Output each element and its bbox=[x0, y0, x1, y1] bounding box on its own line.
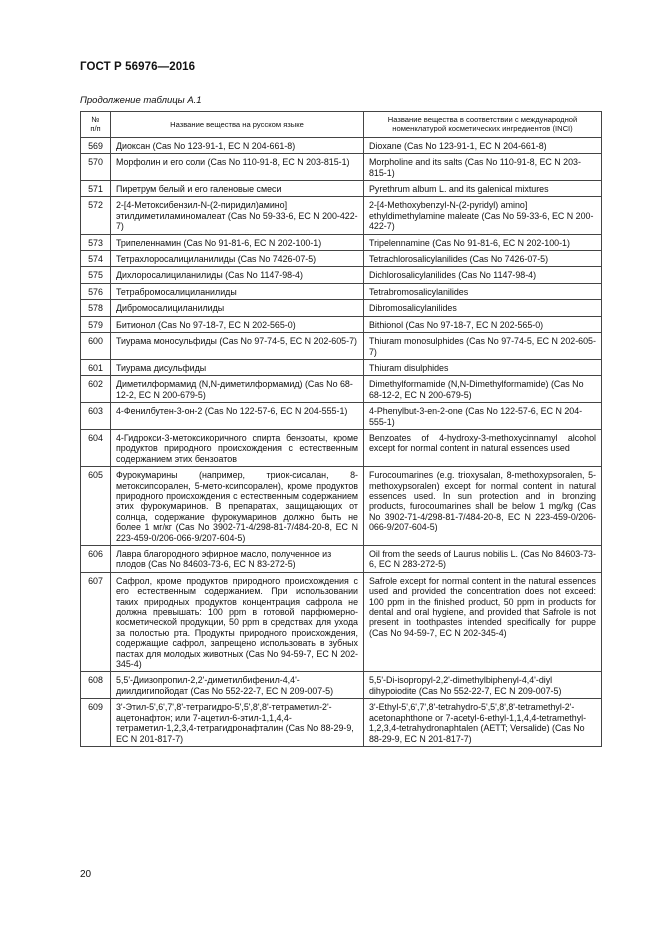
cell-russian-name: Тетрабромосалициланилиды bbox=[111, 283, 364, 299]
cell-russian-name: 4-Гидрокси-3-метоксикоричного спирта бензоаты, кроме продуктов природного происхождения с естественным содержанием этих бензоатов bbox=[111, 429, 364, 466]
cell-russian-name: Лавра благородного эфирное масло, полученное из плодов (Cas No 84603-73-6, EC N 83-272-5) bbox=[111, 546, 364, 573]
column-header-inci-name: Название вещества в соответствии с международной номенклатурой косметических ингредиентов (INCI) bbox=[364, 112, 602, 138]
table-header-row bbox=[81, 112, 602, 138]
cell-russian-name: Тетрахлоросалициланилиды (Cas No 7426-07-5) bbox=[111, 251, 364, 267]
cell-inci-name: Furocoumarines (e.g. trioxysalan, 8-methoxypsoralen, 5-methoxypsoralen) except for normal content in natural essences used. In sun protection and in bronzing products, furocoumarines shall be below 1 mg/kg (Cas No 3902-71-4/298-81-7/484-20-8, EC N 223-459-0/206-066-9/207-604-5) bbox=[364, 467, 602, 546]
table-row bbox=[81, 359, 602, 375]
cell-number: 609 bbox=[81, 699, 111, 747]
table-row bbox=[81, 181, 602, 197]
cell-inci-name: Pyrethrum album L. and its galenical mixtures bbox=[364, 181, 602, 197]
cell-russian-name: Трипеленнамин (Cas No 91-81-6, EC N 202-100-1) bbox=[111, 234, 364, 250]
cell-number: 575 bbox=[81, 267, 111, 283]
cell-number: 578 bbox=[81, 300, 111, 316]
cell-russian-name: Пиретрум белый и его галеновые смеси bbox=[111, 181, 364, 197]
cell-inci-name: Dichlorosalicylanilides (Cas No 1147-98-4) bbox=[364, 267, 602, 283]
cell-inci-name: 5,5'-Di-isopropyl-2,2'-dimethylbiphenyl-4,4'-diyl dihypoiodite (Cas No 552-22-7, EC N 209-007-5) bbox=[364, 672, 602, 699]
cell-inci-name: Benzoates of 4-hydroxy-3-methoxycinnamyl alcohol except for normal content in natural essences used bbox=[364, 429, 602, 466]
cell-inci-name: Dimethylformamide (N,N-Dimethylformamide) (Cas No 68-12-2, EC N 200-679-5) bbox=[364, 376, 602, 403]
column-header-number: № п/п bbox=[81, 112, 111, 138]
table-row bbox=[81, 283, 602, 299]
table-row bbox=[81, 137, 602, 153]
cell-russian-name: Тиурама моносульфиды (Cas No 97-74-5, EC N 202-605-7) bbox=[111, 333, 364, 360]
cell-number: 604 bbox=[81, 429, 111, 466]
cell-russian-name: Дибромосалициланилиды bbox=[111, 300, 364, 316]
cell-number: 579 bbox=[81, 316, 111, 332]
table-row bbox=[81, 234, 602, 250]
table-row bbox=[81, 267, 602, 283]
table-row bbox=[81, 572, 602, 672]
cell-inci-name: Morpholine and its salts (Cas No 110-91-8, EC N 203-815-1) bbox=[364, 154, 602, 181]
document-code: ГОСТ Р 56976—2016 bbox=[80, 61, 196, 73]
cell-inci-name: Dibromosalicylanilides bbox=[364, 300, 602, 316]
cell-russian-name: Фурокумарины (например, триок-сисалан, 8-метоксипсорален, 5-мето-ксипсорален), кроме продуктов природного происхождения с естественным содержанием этих фурокумаринов. В препаратах, защищающих от солнца, содержание фурокумаринов должно быть не более 1 мг/кг (Cas No 3902-71-4/298-81-7/484-20-8, EC N 223-459-0/206-066-9/207-604-5) bbox=[111, 467, 364, 546]
column-header-russian-name: Название вещества на русском языке bbox=[111, 112, 364, 138]
table-body bbox=[81, 137, 602, 746]
cell-inci-name: Tripelennamine (Cas No 91-81-6, EC N 202-100-1) bbox=[364, 234, 602, 250]
cell-number: 574 bbox=[81, 251, 111, 267]
table-row bbox=[81, 672, 602, 699]
cell-inci-name: 3'-Ethyl-5',6',7',8'-tetrahydro-5',5',8',8'-tetramethyl-2'-acetonaphthone or 7-acetyl-6-ethyl-1,1,4,4-tetramethyl-1,2,3,4-tetrahydronaphtalen (AETT; Versalide) (Cas No 88-29-9, EC N 201-817-7) bbox=[364, 699, 602, 747]
cell-inci-name: Tetrabromosalicylanilides bbox=[364, 283, 602, 299]
cell-number: 572 bbox=[81, 197, 111, 234]
cell-number: 605 bbox=[81, 467, 111, 546]
table-row bbox=[81, 403, 602, 430]
cell-number: 602 bbox=[81, 376, 111, 403]
table-row bbox=[81, 154, 602, 181]
cell-inci-name: Bithionol (Cas No 97-18-7, EC N 202-565-0) bbox=[364, 316, 602, 332]
table-row bbox=[81, 467, 602, 546]
table-row bbox=[81, 429, 602, 466]
cell-russian-name: 3'-Этил-5',6',7',8'-тетрагидро-5',5',8',8'-тетраметил-2'-ацетонафтон; или 7-ацетил-6-этил-1,1,4,4-тетраметил-1,2,3,4-тетрагидронафталин (Cas No 88-29-9, EC N 201-817-7) bbox=[111, 699, 364, 747]
cell-number: 607 bbox=[81, 572, 111, 672]
cell-number: 608 bbox=[81, 672, 111, 699]
cell-number: 601 bbox=[81, 359, 111, 375]
cell-inci-name: Thiuram disulphides bbox=[364, 359, 602, 375]
cell-russian-name: Морфолин и его соли (Cas No 110-91-8, EC N 203-815-1) bbox=[111, 154, 364, 181]
cell-russian-name: Дихлоросалициланилиды (Cas No 1147-98-4) bbox=[111, 267, 364, 283]
cell-number: 600 bbox=[81, 333, 111, 360]
cell-inci-name: 2-[4-Methoxybenzyl-N-(2-pyridyl) amino] ethyldimethylamine maleate (Cas No 59-33-6, EC N 200-422-7) bbox=[364, 197, 602, 234]
table-row bbox=[81, 197, 602, 234]
cell-russian-name: Битионол (Cas No 97-18-7, EC N 202-565-0) bbox=[111, 316, 364, 332]
cell-russian-name: Диметилформамид (N,N-диметилформамид) (Cas No 68-12-2, EC N 200-679-5) bbox=[111, 376, 364, 403]
cell-russian-name: Сафрол, кроме продуктов природного происхождения с его естественным содержанием. При использовании таких природных продуктов концентрация сафрола не должна превышать: 100 ppm в готовой парфюмерно-косметической продукции, 50 ppm в средствах для ухода за полостью рта. Продукты природного происхождения, содержащие сафрол, запрещено использовать в зубных пастах для молодых животных (Cas No 94-59-7, EC N 202-345-4) bbox=[111, 572, 364, 672]
cell-inci-name: Oil from the seeds of Laurus nobilis L. (Cas No 84603-73-6, EC N 283-272-5) bbox=[364, 546, 602, 573]
cell-number: 569 bbox=[81, 137, 111, 153]
table-row bbox=[81, 376, 602, 403]
cell-inci-name: 4-Phenylbut-3-en-2-one (Cas No 122-57-6, EC N 204-555-1) bbox=[364, 403, 602, 430]
cell-inci-name: Thiuram monosulphides (Cas No 97-74-5, EC N 202-605-7) bbox=[364, 333, 602, 360]
cell-number: 606 bbox=[81, 546, 111, 573]
table-row bbox=[81, 699, 602, 747]
table-caption: Продолжение таблицы А.1 bbox=[80, 95, 202, 106]
table-row bbox=[81, 546, 602, 573]
cell-number: 571 bbox=[81, 181, 111, 197]
cell-russian-name: Диоксан (Cas No 123-91-1, EC N 204-661-8) bbox=[111, 137, 364, 153]
page-number: 20 bbox=[80, 869, 92, 880]
cell-inci-name: Tetrachlorosalicylanilides (Cas No 7426-07-5) bbox=[364, 251, 602, 267]
cell-number: 570 bbox=[81, 154, 111, 181]
cell-russian-name: 2-[4-Метоксибензил-N-(2-пиридил)амино] этилдиметиламиномалеат (Cas No 59-33-6, EC N 200-422-7) bbox=[111, 197, 364, 234]
cell-russian-name: 5,5'-Диизопропил-2,2'-диметилбифенил-4,4'-диилдигипойодат (Cas No 552-22-7, EC N 209-007-5) bbox=[111, 672, 364, 699]
table-row bbox=[81, 300, 602, 316]
cell-number: 603 bbox=[81, 403, 111, 430]
table-row bbox=[81, 316, 602, 332]
table-row bbox=[81, 251, 602, 267]
cell-inci-name: Safrole except for normal content in the natural essences used and provided the concentration does not exceed: 100 ppm in the finished product, 50 ppm in products for dental and oral hygiene, and provided that Safrole is not present in toothpastes intended specifically for puppe (Cas No 94-59-7, EC N 202-345-4) bbox=[364, 572, 602, 672]
cell-number: 573 bbox=[81, 234, 111, 250]
table-row bbox=[81, 333, 602, 360]
cell-russian-name: 4-Фенилбутен-3-он-2 (Cas No 122-57-6, EC N 204-555-1) bbox=[111, 403, 364, 430]
cell-inci-name: Dioxane (Cas No 123-91-1, EC N 204-661-8) bbox=[364, 137, 602, 153]
cell-russian-name: Тиурама дисульфиды bbox=[111, 359, 364, 375]
substances-table bbox=[80, 111, 602, 747]
cell-number: 576 bbox=[81, 283, 111, 299]
